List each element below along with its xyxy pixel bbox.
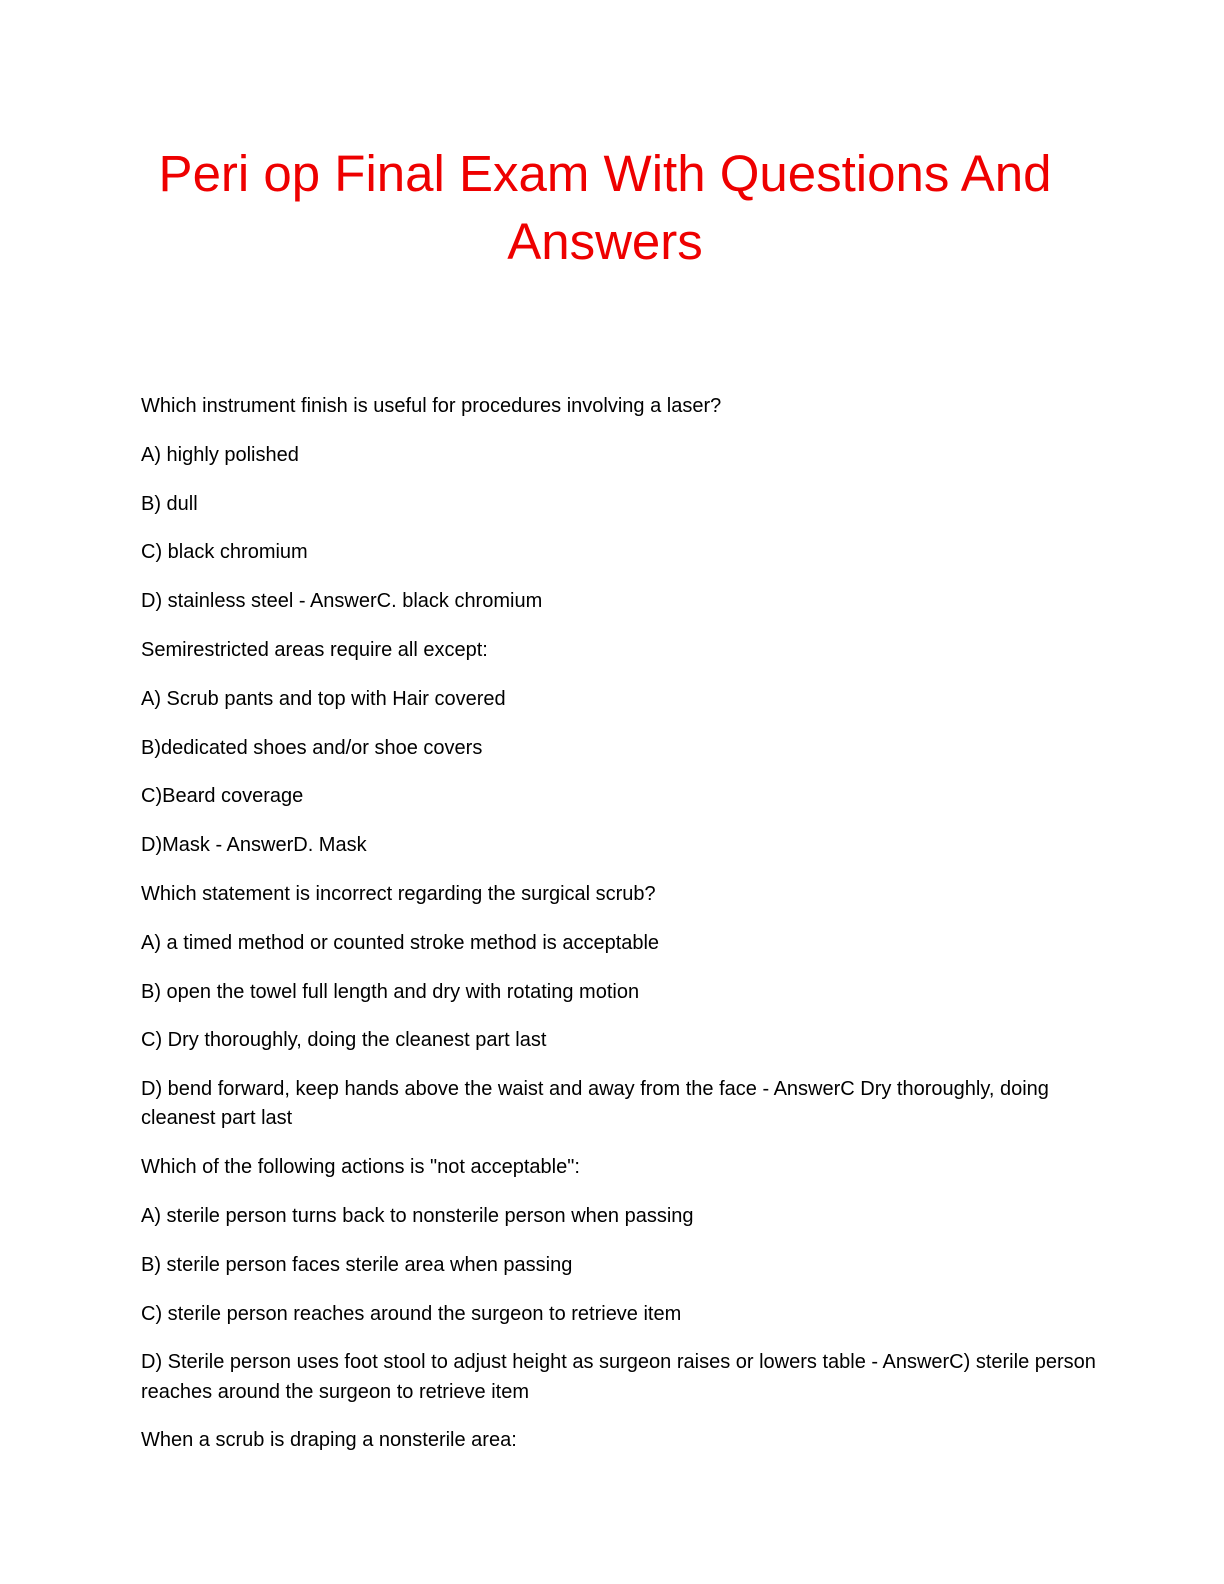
question-2-option-d-answer: D)Mask - AnswerD. Mask (141, 834, 367, 857)
question-3-option-a: A) a timed method or counted stroke method is acceptable (141, 931, 660, 954)
question-2-option-b: B)dedicated shoes and/or shoe covers (141, 736, 483, 759)
page-title: Peri op Final Exam With Questions And Answers (158, 145, 1052, 270)
exam-content (141, 392, 1101, 1475)
question-2-option-c: C)Beard coverage (141, 785, 304, 808)
question-3-option-b: B) open the towel full length and dry with rotating motion (141, 980, 640, 1003)
question-4-option-b: B) sterile person faces sterile area when passing (141, 1253, 573, 1276)
question-1: Which instrument finish is useful for procedures involving a laser? (141, 395, 722, 417)
question-2-option-a: A) Scrub pants and top with Hair covered (141, 687, 506, 710)
question-4-option-d-answer: D) Sterile person uses foot stool to adjust height as surgeon raises or lowers table - AnswerC) sterile person reaches around the surgeon to retrieve item (141, 1351, 1096, 1403)
question-3-option-d-answer: D) bend forward, keep hands above the waist and away from the face - AnswerC Dry thoroughly, doing cleanest part last (141, 1078, 1049, 1130)
question-5: When a scrub is draping a nonsterile area: (141, 1429, 517, 1452)
question-3-option-c: C) Dry thoroughly, doing the cleanest part last (141, 1029, 547, 1052)
question-1-option-b: B) dull (141, 492, 198, 515)
question-4: Which of the following actions is "not acceptable": (141, 1156, 580, 1179)
question-4-option-c: C) sterile person reaches around the surgeon to retrieve item (141, 1302, 682, 1325)
question-2: Semirestricted areas require all except: (141, 638, 488, 661)
question-1-option-a: A) highly polished (141, 443, 299, 466)
question-1-option-d-answer: D) stainless steel - AnswerC. black chromium (141, 590, 543, 613)
question-1-option-c: C) black chromium (141, 541, 308, 564)
question-4-option-a: A) sterile person turns back to nonsterile person when passing (141, 1204, 694, 1227)
question-3: Which statement is incorrect regarding the surgical scrub? (141, 882, 656, 905)
